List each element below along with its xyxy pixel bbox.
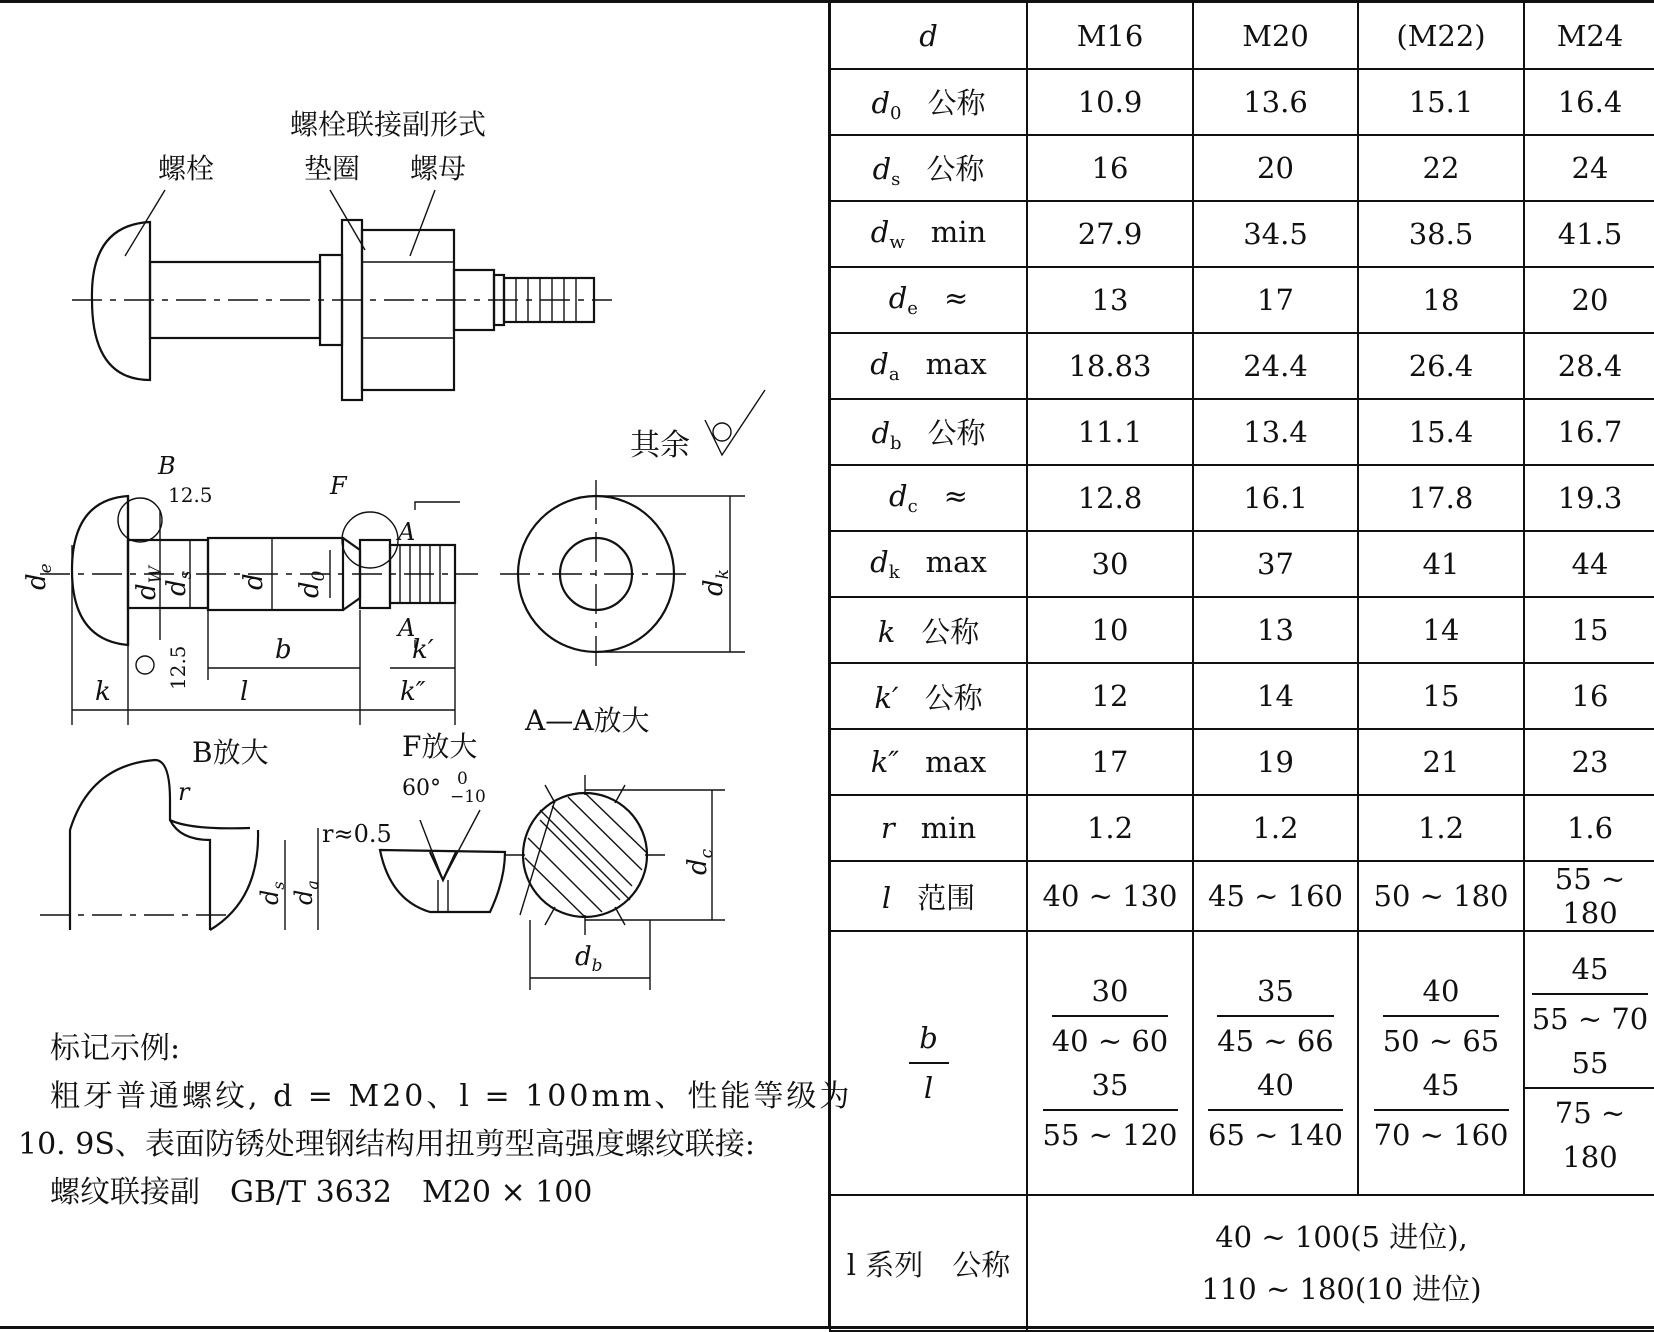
value-cell: 41.5 [1524, 201, 1654, 267]
value-cell: 38.5 [1358, 201, 1524, 267]
header-col: M20 [1193, 3, 1358, 69]
marking-line-2: 10. 9S、表面防锈处理钢结构用扭剪型高强度螺纹联接: [18, 1127, 755, 1162]
spec-row [830, 69, 1654, 135]
spec-row [830, 729, 1654, 795]
dim-dc: $d_c$ [683, 848, 717, 875]
label-B: B [158, 452, 176, 480]
dim-k1: k′ [412, 635, 434, 665]
dim-l: l [240, 677, 249, 707]
spec-row [830, 201, 1654, 267]
spec-row [830, 861, 1654, 931]
dim-da-B: $d_a$ [290, 880, 322, 905]
value-cell: 16.4 [1524, 69, 1654, 135]
value-cell: 16 [1524, 663, 1654, 729]
value-cell: 13 [1027, 267, 1193, 333]
param-label: $d_e$ ≈ [830, 267, 1027, 333]
value-cell: 55 ~ 180 [1524, 861, 1654, 931]
value-cell: 1.2 [1027, 795, 1193, 861]
assembly-view [72, 108, 612, 400]
marking-line-1: 粗牙普通螺纹, d = M20、l = 100mm、性能等级为 [50, 1079, 853, 1114]
b-l-row [830, 931, 1654, 1195]
b-l-label: $\frac{b}{l}$ [830, 931, 1027, 1195]
surface-note [630, 390, 765, 463]
value-cell: 40 ~ 130 [1027, 861, 1193, 931]
label-washer: 垫圈 [304, 152, 361, 185]
value-cell: 19.3 [1524, 465, 1654, 531]
value-cell: 18.83 [1027, 333, 1193, 399]
param-label: $d_a$ max [830, 333, 1027, 399]
param-label: $d_c$ ≈ [830, 465, 1027, 531]
value-cell: 17.8 [1358, 465, 1524, 531]
assembly-head [92, 222, 150, 380]
value-cell: 50 ~ 180 [1358, 861, 1524, 931]
value-cell: 19 [1193, 729, 1358, 795]
spec-table [829, 3, 1654, 1332]
value-cell: 30 [1027, 531, 1193, 597]
value-cell: 26.4 [1358, 333, 1524, 399]
marking-title: 标记示例: [50, 1031, 181, 1066]
spec-row [830, 135, 1654, 201]
detail-B: B放大 [192, 736, 269, 769]
value-cell: 15 [1358, 663, 1524, 729]
r-label: r [178, 778, 190, 806]
header-param: d [830, 3, 1027, 69]
spec-row [830, 267, 1654, 333]
label-bolt: 螺栓 [158, 152, 215, 185]
param-label: k 公称 [830, 597, 1027, 663]
bolt-drawing [0, 0, 828, 1000]
spec-row [830, 795, 1654, 861]
value-cell: 13 [1193, 597, 1358, 663]
dim-d0: $d_0$ [295, 570, 329, 598]
surface-rest: 其余 [630, 428, 690, 463]
b-l-cell: $\frac{45}{55 \sim 70}$ $\frac{55}{75 \sim 180}$ [1524, 931, 1654, 1195]
value-cell: 28.4 [1524, 333, 1654, 399]
detail-F: F放大 [402, 730, 478, 763]
value-cell: 20 [1193, 135, 1358, 201]
value-cell: 24 [1524, 135, 1654, 201]
front-view [22, 452, 478, 725]
label-nut: 螺母 [410, 152, 467, 185]
dim-de: $d_e$ [22, 563, 56, 590]
front-head [72, 496, 128, 645]
b-l-cell: $\frac{40}{50 \sim 65}$ $\frac{45}{70 \sim 160}$ [1358, 931, 1524, 1195]
header-col: M16 [1027, 3, 1193, 69]
value-cell: 16 [1027, 135, 1193, 201]
l-series-values: 40 ~ 100(5 进位), 110 ~ 180(10 进位) [1027, 1195, 1654, 1331]
value-cell: 10 [1027, 597, 1193, 663]
spec-row [830, 465, 1654, 531]
spec-row [830, 531, 1654, 597]
value-cell: 1.2 [1193, 795, 1358, 861]
dim-b: b [275, 635, 292, 665]
detail-B-view [40, 760, 322, 930]
angle-upper: 0 [457, 769, 468, 789]
dim-db: $d_b$ [575, 942, 603, 976]
param-label: k″ max [830, 729, 1027, 795]
value-cell: 1.6 [1524, 795, 1654, 861]
value-cell: 27.9 [1027, 201, 1193, 267]
dim-dk: $d_k$ [699, 569, 733, 596]
section-AA: A—A放大 [525, 704, 650, 737]
value-cell: 10.9 [1027, 69, 1193, 135]
value-cell: 24.4 [1193, 333, 1358, 399]
label-A-top: A [398, 518, 416, 546]
angle-main: 60° [402, 776, 441, 801]
spec-row [830, 333, 1654, 399]
header-col: (M22) [1358, 3, 1524, 69]
assembly-title: 螺栓联接副形式 [290, 108, 487, 141]
l-series-label: l 系列 公称 [830, 1195, 1027, 1331]
param-label: $d_0$ 公称 [830, 69, 1027, 135]
dim-k: k [95, 677, 111, 707]
rough-bottom: 12.5 [166, 645, 190, 690]
value-cell: 17 [1193, 267, 1358, 333]
spec-row [830, 597, 1654, 663]
value-cell: 18 [1358, 267, 1524, 333]
dim-d: d [239, 573, 269, 590]
value-cell: 21 [1358, 729, 1524, 795]
side-view [500, 480, 745, 670]
value-cell: 15.1 [1358, 69, 1524, 135]
value-cell: 37 [1193, 531, 1358, 597]
value-cell: 12.8 [1027, 465, 1193, 531]
param-label: k′ 公称 [830, 663, 1027, 729]
angle-lower: −10 [450, 787, 486, 807]
dim-ds-B: $d_s$ [256, 881, 288, 905]
value-cell: 20 [1524, 267, 1654, 333]
value-cell: 16.1 [1193, 465, 1358, 531]
dim-k2: k″ [400, 677, 426, 707]
value-cell: 13.4 [1193, 399, 1358, 465]
value-cell: 11.1 [1027, 399, 1193, 465]
value-cell: 22 [1358, 135, 1524, 201]
value-cell: 14 [1358, 597, 1524, 663]
value-cell: 1.2 [1358, 795, 1524, 861]
param-label: $d_b$ 公称 [830, 399, 1027, 465]
value-cell: 14 [1193, 663, 1358, 729]
spec-row [830, 663, 1654, 729]
value-cell: 15.4 [1358, 399, 1524, 465]
value-cell: 34.5 [1193, 201, 1358, 267]
spec-row [830, 399, 1654, 465]
b-l-cell: $\frac{30}{40 \sim 60}$ $\frac{35}{55 \sim 120}$ [1027, 931, 1193, 1195]
param-label: $d_w$ min [830, 201, 1027, 267]
marking-example [18, 1025, 853, 1217]
value-cell: 15 [1524, 597, 1654, 663]
value-cell: 17 [1027, 729, 1193, 795]
value-cell: 44 [1524, 531, 1654, 597]
label-F: F [330, 472, 347, 500]
header-row [830, 3, 1654, 69]
label-A-bottom: A [398, 614, 416, 642]
value-cell: 41 [1358, 531, 1524, 597]
value-cell: 13.6 [1193, 69, 1358, 135]
value-cell: 23 [1524, 729, 1654, 795]
dim-dw: $d_W$ [132, 565, 166, 600]
param-label: $d_s$ 公称 [830, 135, 1027, 201]
value-cell: 45 ~ 160 [1193, 861, 1358, 931]
detail-F-view [322, 769, 505, 912]
l-series-row [830, 1195, 1654, 1331]
value-cell: 12 [1027, 663, 1193, 729]
rough-top: 12.5 [168, 483, 213, 507]
value-cell: 16.7 [1524, 399, 1654, 465]
param-label: $d_k$ max [830, 531, 1027, 597]
marking-line-3: 螺纹联接副 GB/T 3632 M20 × 100 [50, 1175, 593, 1210]
dim-ds: $d_s$ [162, 570, 196, 596]
section-AA-view [505, 775, 725, 990]
assembly-nut [362, 230, 454, 390]
param-label: r min [830, 795, 1027, 861]
b-l-cell: $\frac{35}{45 \sim 66}$ $\frac{40}{65 \sim 140}$ [1193, 931, 1358, 1195]
r-approx: r≈0.5 [322, 820, 392, 848]
header-col: M24 [1524, 3, 1654, 69]
param-label: l 范围 [830, 861, 1027, 931]
assembly-washer [342, 220, 362, 400]
